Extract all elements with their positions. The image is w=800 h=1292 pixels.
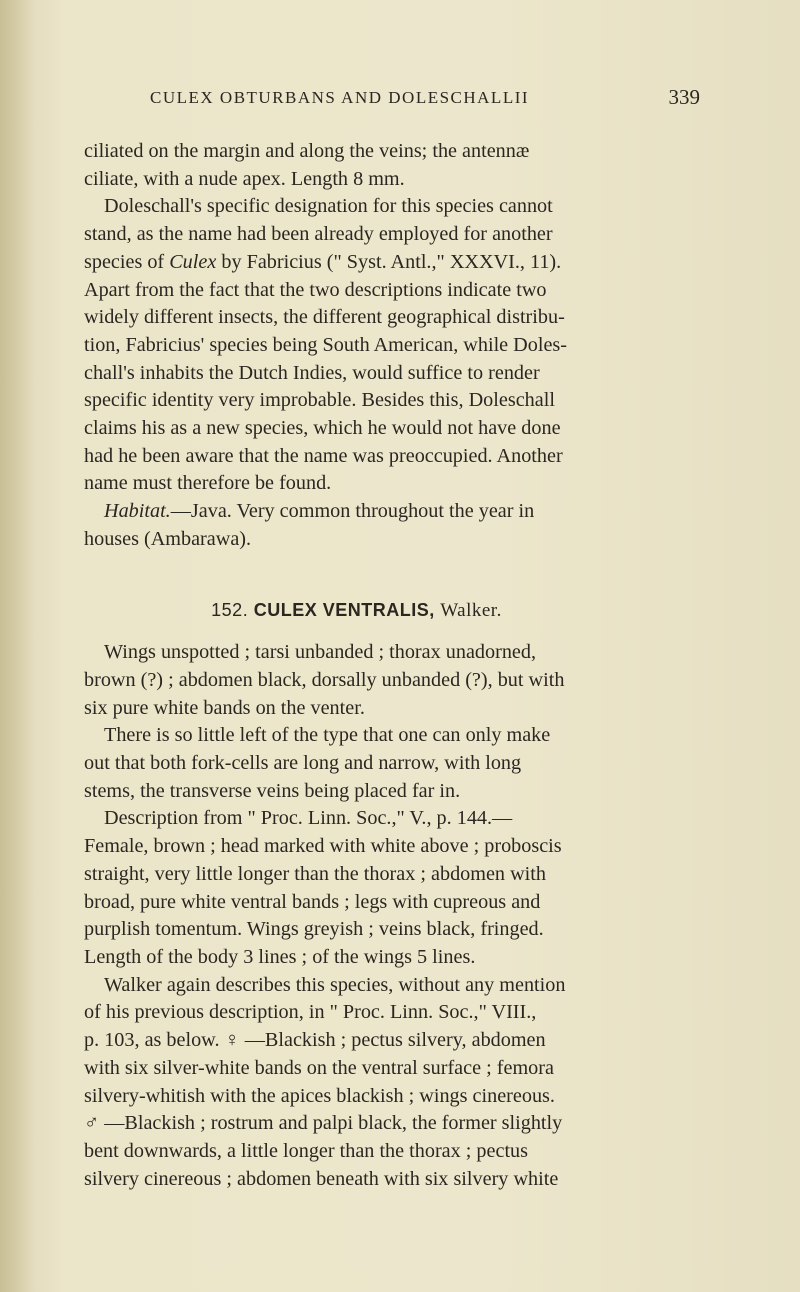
paragraph-diagnosis — [84, 639, 629, 722]
text-line: stems, the transverse veins being placed far in. — [84, 779, 461, 802]
text-line: specific identity very improbable. Besides this, Doleschall — [84, 389, 555, 412]
text-line: broad, pure white ventral bands ; legs with cupreous and — [84, 890, 541, 913]
paragraph-doleschall-name — [84, 193, 629, 498]
text-line: Doleschall's specific designation for this species cannot — [104, 195, 553, 218]
paragraph-walker-again — [84, 972, 629, 1194]
running-title: CULEX OBTURBANS AND DOLESCHALLII — [150, 88, 530, 107]
text-line: p. 103, as below. ♀ —Blackish ; pectus silvery, abdomen — [84, 1029, 546, 1052]
text-line: ciliate, with a nude apex. Length 8 mm. — [84, 167, 405, 190]
text-line — [84, 249, 629, 277]
text-line: ciliated on the margin and along the veins; the antennæ — [84, 140, 530, 162]
text-line: There is so little left of the type that one can only make — [104, 724, 551, 747]
text-line: purplish tomentum. Wings greyish ; veins black, fringed. — [84, 918, 544, 941]
text-line — [84, 498, 629, 526]
paragraph-continuation — [84, 138, 629, 193]
text-line: straight, very little longer than the thorax ; abdomen with — [84, 862, 546, 885]
text-line: Wings unspotted ; tarsi unbanded ; thorax unadorned, — [104, 641, 537, 664]
species-heading — [84, 597, 629, 625]
page-number: 339 — [668, 85, 700, 109]
paragraph-habitat — [84, 498, 629, 553]
text-line: Apart from the fact that the two descriptions indicate two — [84, 278, 547, 301]
text-fragment: species of — [84, 250, 170, 273]
species-name: CULEX VENTRALIS, — [253, 599, 435, 620]
text-fragment: —Java. Very common throughout the year in — [170, 500, 535, 523]
text-line: name must therefore be found. — [84, 472, 332, 495]
genus-italic: Culex — [169, 250, 217, 273]
habitat-label: Habitat. — [104, 500, 171, 523]
paragraph-type — [84, 722, 629, 805]
body-text — [84, 138, 629, 1193]
species-number: 152. — [211, 599, 249, 620]
paragraph-description — [84, 805, 629, 971]
text-fragment: by Fabricius (" Syst. Antl.," XXXVI., 11). — [216, 250, 562, 273]
text-line: tion, Fabricius' species being South American, while Doles- — [84, 333, 568, 356]
text-line: with six silver-white bands on the ventral surface ; femora — [84, 1056, 554, 1079]
text-line: widely different insects, the different geographical distribu- — [84, 306, 565, 329]
species-author: Walker. — [440, 599, 502, 621]
text-line: had he been aware that the name was preoccupied. Another — [84, 444, 563, 467]
text-line: ♂ —Blackish ; rostrum and palpi black, the former slightly — [84, 1112, 563, 1135]
text-line: claims his as a new species, which he would not have done — [84, 417, 561, 440]
text-line: Female, brown ; head marked with white above ; proboscis — [84, 835, 562, 858]
text-line: silvery cinereous ; abdomen beneath with six silvery white — [84, 1167, 559, 1190]
text-line: bent downwards, a little longer than the thorax ; pectus — [84, 1139, 529, 1162]
text-line: houses (Ambarawa). — [84, 527, 252, 550]
text-line: out that both fork-cells are long and narrow, with long — [84, 752, 522, 775]
text-line: Length of the body 3 lines ; of the wings 5 lines. — [84, 945, 476, 968]
text-line: brown (?) ; abdomen black, dorsally unbanded (?), but with — [84, 668, 565, 691]
text-line: Walker again describes this species, without any mention — [104, 973, 566, 996]
text-line: silvery-whitish with the apices blackish ; wings cinereous. — [84, 1084, 555, 1107]
text-line: of his previous description, in " Proc. Linn. Soc.," VIII., — [84, 1001, 537, 1024]
text-line: Description from " Proc. Linn. Soc.," V., p. 144.— — [104, 807, 513, 830]
text-line: six pure white bands on the venter. — [84, 696, 365, 719]
text-line: chall's inhabits the Dutch Indies, would suffice to render — [84, 361, 540, 384]
text-line: stand, as the name had been already employed for another — [84, 223, 553, 246]
